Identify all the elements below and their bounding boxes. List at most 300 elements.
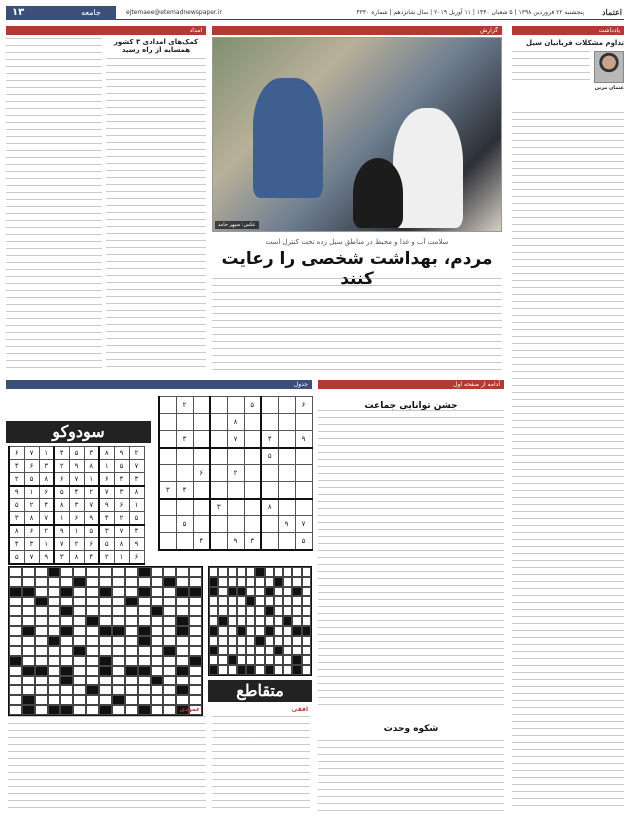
- sudoku-cell: ۴: [114, 473, 129, 486]
- sudoku-cell: ۵: [54, 486, 69, 499]
- crossword-cell: [228, 616, 237, 626]
- crossword-cell: [228, 587, 237, 597]
- issue-date: پنجشنبه ۲۲ فروردین ۱۳۹۸ | ۵ شعبان ۱۴۴۰ | ۱۱ آوریل ۲۰۱۹ | سال شانزدهم | شماره ۴۳۴۰: [356, 9, 584, 16]
- crossword-cell: [302, 606, 311, 616]
- sudoku-cell: ۱: [54, 512, 69, 525]
- crossword-cell: [9, 597, 22, 607]
- crossword-cell: [48, 577, 61, 587]
- crossword-cell: [255, 567, 264, 577]
- sudoku-cell: ۴: [69, 486, 84, 499]
- crossword-cell: [265, 646, 274, 656]
- sudoku-cell: ۲: [129, 447, 144, 460]
- sudoku-cell: [176, 533, 193, 550]
- sudoku-cell: [193, 397, 210, 414]
- crossword-cell: [151, 606, 164, 616]
- crossword-title: متقاطع: [208, 680, 312, 702]
- sudoku-cell: ۳: [9, 512, 24, 525]
- crossword-cell: [237, 596, 246, 606]
- crossword-cell: [138, 705, 151, 715]
- sudoku-cell: [278, 397, 295, 414]
- crossword-cell: [218, 587, 227, 597]
- sudoku-cell: ۲: [176, 397, 193, 414]
- puzzle-section: [6, 380, 312, 389]
- sudoku-cell: ۶: [129, 551, 144, 564]
- crossword-cell: [99, 616, 112, 626]
- sudoku-cell: [295, 499, 312, 516]
- crossword-cell: [22, 666, 35, 676]
- sudoku-cell: ۵: [261, 448, 278, 465]
- crossword-cell: [48, 656, 61, 666]
- report-section: [212, 26, 502, 289]
- crossword-cell: [99, 646, 112, 656]
- sudoku-cell: ۳: [99, 525, 114, 538]
- sudoku-cell: ۳: [39, 460, 54, 473]
- sudoku-cell: [159, 431, 176, 448]
- feature-label: آدامه از صفحه اول: [318, 380, 504, 389]
- sudoku-cell: ۶: [39, 486, 54, 499]
- sudoku-cell: ۸: [227, 414, 244, 431]
- crossword-cell: [35, 587, 48, 597]
- crossword-cell: [73, 597, 86, 607]
- crossword-cell: [228, 596, 237, 606]
- crossword-cell: [86, 636, 99, 646]
- crossword-cell: [292, 646, 301, 656]
- crossword-cell: [274, 577, 283, 587]
- sudoku-cell: [176, 448, 193, 465]
- crossword-cell: [189, 567, 202, 577]
- flood-photo: [212, 37, 502, 232]
- sudoku-cell: ۷: [69, 473, 84, 486]
- crossword-cell: [22, 597, 35, 607]
- crossword-cell: [209, 616, 218, 626]
- crossword-cell: [218, 655, 227, 665]
- sudoku-cell: ۹: [278, 516, 295, 533]
- across-label: افقی: [291, 706, 308, 713]
- sudoku-cell: ۳: [24, 538, 39, 551]
- crossword-cell: [218, 596, 227, 606]
- crossword-cell: [9, 685, 22, 695]
- sudoku-cell: ۴: [176, 482, 193, 499]
- crossword-cell: [255, 577, 264, 587]
- crossword-cell: [228, 626, 237, 636]
- sudoku-cell: ۶: [84, 538, 99, 551]
- crossword-cell: [99, 597, 112, 607]
- crossword-cell: [112, 567, 125, 577]
- opinion-title: تداوم مشکلات قربانیان سیل: [525, 39, 624, 47]
- crossword-cell: [60, 676, 73, 686]
- sudoku-cell: [193, 448, 210, 465]
- report-label: گزارش: [212, 26, 502, 35]
- crossword-cell: [22, 656, 35, 666]
- crossword-cell: [86, 626, 99, 636]
- crossword-cell: [176, 656, 189, 666]
- crossword-cell: [255, 665, 264, 675]
- crossword-cell: [218, 577, 227, 587]
- crossword-cell: [9, 567, 22, 577]
- crossword-cell: [246, 616, 255, 626]
- crossword-cell: [274, 606, 283, 616]
- crossword-cell: [265, 626, 274, 636]
- crossword-cell: [35, 656, 48, 666]
- crossword-cell: [283, 616, 292, 626]
- crossword-cell: [60, 616, 73, 626]
- crossword-cell: [176, 606, 189, 616]
- crossword-cell: [189, 597, 202, 607]
- crossword-cell: [151, 626, 164, 636]
- sudoku-cell: [278, 533, 295, 550]
- crossword-cell: [189, 616, 202, 626]
- sudoku-cell: ۵: [114, 460, 129, 473]
- crossword-cell: [246, 665, 255, 675]
- crossword-cell: [112, 676, 125, 686]
- sudoku-cell: [176, 465, 193, 482]
- sudoku-cell: [244, 465, 261, 482]
- crossword-cell: [112, 597, 125, 607]
- crossword-cell: [246, 577, 255, 587]
- crossword-cell: [9, 616, 22, 626]
- crossword-cell: [60, 656, 73, 666]
- crossword-cell: [283, 577, 292, 587]
- sudoku-cell: [210, 482, 227, 499]
- crossword-cell: [302, 596, 311, 606]
- crossword-cell: [274, 665, 283, 675]
- crossword-cell: [246, 626, 255, 636]
- sudoku-cell: ۹: [54, 525, 69, 538]
- sudoku-cell: ۶: [295, 397, 312, 414]
- crossword-cell: [125, 597, 138, 607]
- crossword-cell: [265, 606, 274, 616]
- crossword-cell: [163, 685, 176, 695]
- opinion-label: یادداشت: [512, 26, 624, 35]
- crossword-cell: [292, 596, 301, 606]
- crossword-cell: [86, 577, 99, 587]
- sudoku-cell: [159, 448, 176, 465]
- crossword-cell: [99, 705, 112, 715]
- sudoku-cell: [244, 499, 261, 516]
- crossword-cell: [265, 567, 274, 577]
- sudoku-cell: [261, 482, 278, 499]
- crossword-cell: [48, 646, 61, 656]
- sudoku-cell: ۲: [114, 512, 129, 525]
- crossword-cell: [138, 626, 151, 636]
- crossword-cell: [60, 567, 73, 577]
- crossword-cell: [151, 636, 164, 646]
- crossword-cell: [255, 626, 264, 636]
- crossword-cell: [86, 685, 99, 695]
- crossword-cell: [99, 685, 112, 695]
- crossword-cell: [163, 606, 176, 616]
- crossword-cell: [189, 626, 202, 636]
- sudoku-cell: ۲: [99, 551, 114, 564]
- crossword-cell: [292, 626, 301, 636]
- crossword-cell: [283, 655, 292, 665]
- crossword-cell: [86, 646, 99, 656]
- aid-title: کمک‌های امدادی ۳ کشور همسایه از راه رسید: [113, 38, 199, 54]
- crossword-cell: [255, 596, 264, 606]
- sudoku-cell: [278, 414, 295, 431]
- crossword-cell: [189, 685, 202, 695]
- opinion-intro: [512, 51, 590, 83]
- crossword-cell: [151, 656, 164, 666]
- sudoku-cell: [278, 431, 295, 448]
- sudoku-cell: ۳: [176, 431, 193, 448]
- sudoku-cell: [227, 482, 244, 499]
- sudoku-cell: ۶: [9, 447, 24, 460]
- sudoku-cell: ۹: [129, 538, 144, 551]
- crossword-cell: [125, 587, 138, 597]
- sudoku-cell: ۶: [54, 473, 69, 486]
- crossword-cell: [48, 636, 61, 646]
- crossword-cell: [265, 587, 274, 597]
- crossword-cell: [302, 587, 311, 597]
- crossword-cell: [151, 567, 164, 577]
- crossword-cell: [22, 606, 35, 616]
- crossword-cell: [302, 577, 311, 587]
- crossword-cell: [189, 577, 202, 587]
- crossword-cell: [73, 616, 86, 626]
- crossword-cell: [176, 676, 189, 686]
- sudoku-cell: [193, 499, 210, 516]
- aid-section: [6, 26, 206, 35]
- crossword-cell: [125, 685, 138, 695]
- sudoku-cell: ۴: [261, 431, 278, 448]
- crossword-cell: [302, 636, 311, 646]
- sudoku-cell: [227, 397, 244, 414]
- crossword-cell: [283, 596, 292, 606]
- sudoku-cell: ۵: [129, 512, 144, 525]
- sudoku-cell: [193, 482, 210, 499]
- sudoku-cell: [244, 516, 261, 533]
- sudoku-cell: ۴: [9, 538, 24, 551]
- crossword-large: [8, 566, 203, 716]
- crossword-cell: [218, 567, 227, 577]
- crossword-cell: [302, 646, 311, 656]
- crossword-cell: [176, 567, 189, 577]
- crossword-cell: [189, 666, 202, 676]
- crossword-cell: [60, 666, 73, 676]
- crossword-cell: [274, 655, 283, 665]
- crossword-cell: [274, 626, 283, 636]
- crossword-cell: [228, 665, 237, 675]
- crossword-cell: [60, 597, 73, 607]
- crossword-cell: [228, 646, 237, 656]
- crossword-cell: [60, 577, 73, 587]
- crossword-cell: [73, 567, 86, 577]
- crossword-cell: [22, 646, 35, 656]
- crossword-cell: [138, 695, 151, 705]
- crossword-cell: [265, 616, 274, 626]
- crossword-cell: [86, 587, 99, 597]
- crossword-cell: [163, 577, 176, 587]
- crossword-cell: [163, 695, 176, 705]
- sudoku-cell: ۱: [114, 551, 129, 564]
- crossword-cell: [48, 666, 61, 676]
- sudoku-cell: ۹: [84, 512, 99, 525]
- sudoku-cell: ۹: [295, 431, 312, 448]
- crossword-cell: [112, 705, 125, 715]
- sudoku-cell: [278, 465, 295, 482]
- crossword-cell: [274, 636, 283, 646]
- photo-caption: عکس: سپهر حامد: [215, 221, 259, 229]
- crossword-cell: [9, 577, 22, 587]
- crossword-cell: [35, 676, 48, 686]
- crossword-cell: [35, 567, 48, 577]
- crossword-cell: [48, 676, 61, 686]
- crossword-cell: [151, 685, 164, 695]
- crossword-cell: [237, 665, 246, 675]
- crossword-small: [208, 566, 312, 676]
- crossword-cell: [86, 676, 99, 686]
- crossword-cell: [99, 577, 112, 587]
- crossword-cell: [292, 606, 301, 616]
- feature-body: [318, 410, 504, 710]
- sudoku-cell: ۳: [114, 486, 129, 499]
- feature-body-continued: [318, 740, 504, 812]
- sudoku-cell: ۹: [9, 486, 24, 499]
- crossword-cell: [237, 577, 246, 587]
- crossword-cell: [112, 626, 125, 636]
- crossword-cell: [228, 636, 237, 646]
- sudoku-cell: ۶: [69, 512, 84, 525]
- sudoku-cell: ۸: [261, 499, 278, 516]
- sudoku-cell: ۳: [129, 473, 144, 486]
- crossword-cell: [99, 636, 112, 646]
- crossword-cell: [9, 646, 22, 656]
- crossword-cell: [48, 606, 61, 616]
- crossword-cell: [35, 695, 48, 705]
- crossword-cell: [125, 577, 138, 587]
- crossword-cell: [138, 577, 151, 587]
- crossword-cell: [255, 606, 264, 616]
- crossword-cell: [255, 655, 264, 665]
- sudoku-cell: ۷: [39, 512, 54, 525]
- sudoku-cell: ۸: [24, 512, 39, 525]
- crossword-cell: [112, 685, 125, 695]
- sudoku-cell: [159, 397, 176, 414]
- crossword-cell: [112, 587, 125, 597]
- sudoku-cell: ۴: [39, 499, 54, 512]
- crossword-cell: [163, 676, 176, 686]
- sudoku-cell: ۳: [244, 533, 261, 550]
- crossword-cell: [209, 655, 218, 665]
- sudoku-cell: [261, 516, 278, 533]
- crossword-cell: [22, 587, 35, 597]
- crossword-cell: [112, 636, 125, 646]
- sudoku-cell: ۱: [129, 499, 144, 512]
- crossword-cell: [48, 567, 61, 577]
- crossword-cell: [125, 666, 138, 676]
- crossword-cell: [218, 626, 227, 636]
- sudoku-cell: ۴: [99, 512, 114, 525]
- crossword-cell: [22, 676, 35, 686]
- sudoku-cell: [278, 482, 295, 499]
- sudoku-cell: [244, 431, 261, 448]
- crossword-cell: [255, 616, 264, 626]
- crossword-cell: [163, 597, 176, 607]
- crossword-cell: [60, 626, 73, 636]
- crossword-cell: [73, 676, 86, 686]
- crossword-cell: [138, 636, 151, 646]
- sudoku-cell: [261, 397, 278, 414]
- crossword-cell: [246, 646, 255, 656]
- sudoku-solution-grid: [8, 446, 145, 565]
- sudoku-cell: ۶: [99, 473, 114, 486]
- crossword-cell: [22, 616, 35, 626]
- sudoku-cell: ۵: [295, 533, 312, 550]
- crossword-cell: [228, 655, 237, 665]
- crossword-cell: [246, 596, 255, 606]
- sudoku-cell: ۸: [54, 499, 69, 512]
- crossword-cell: [99, 695, 112, 705]
- sudoku-cell: [210, 533, 227, 550]
- sudoku-cell: [159, 414, 176, 431]
- crossword-cell: [302, 655, 311, 665]
- crossword-cell: [73, 656, 86, 666]
- crossword-cell: [99, 567, 112, 577]
- sudoku-cell: [176, 414, 193, 431]
- crossword-cell: [9, 587, 22, 597]
- crossword-cell: [9, 656, 22, 666]
- crossword-cell: [255, 646, 264, 656]
- crossword-cell: [176, 587, 189, 597]
- opinion-body: [512, 112, 624, 812]
- aid-body: [106, 58, 206, 373]
- sudoku-cell: [176, 499, 193, 516]
- crossword-cell: [163, 567, 176, 577]
- crossword-cell: [283, 665, 292, 675]
- crossword-cell: [125, 636, 138, 646]
- crossword-cell: [237, 587, 246, 597]
- sudoku-cell: [210, 431, 227, 448]
- sudoku-cell: ۶: [24, 525, 39, 538]
- crossword-cell: [274, 646, 283, 656]
- crossword-cell: [60, 695, 73, 705]
- author-name: عثمان مزین: [594, 85, 624, 91]
- sudoku-cell: ۲: [24, 499, 39, 512]
- crossword-cell: [189, 695, 202, 705]
- sudoku-cell: ۵: [244, 397, 261, 414]
- crossword-cell: [176, 646, 189, 656]
- crossword-cell: [274, 587, 283, 597]
- crossword-cell: [73, 705, 86, 715]
- crossword-cell: [176, 695, 189, 705]
- sudoku-cell: [193, 414, 210, 431]
- sudoku-cell: ۳: [54, 551, 69, 564]
- down-clues: [8, 716, 206, 812]
- crossword-cell: [125, 606, 138, 616]
- crossword-cell: [73, 646, 86, 656]
- crossword-cell: [9, 666, 22, 676]
- crossword-cell: [112, 695, 125, 705]
- sudoku-cell: ۵: [84, 525, 99, 538]
- crossword-cell: [189, 656, 202, 666]
- sudoku-cell: [244, 482, 261, 499]
- sudoku-cell: ۳: [159, 482, 176, 499]
- sudoku-cell: ۵: [69, 447, 84, 460]
- photo-figure-boy: [253, 78, 323, 198]
- crossword-cell: [22, 626, 35, 636]
- sudoku-cell: ۲: [227, 465, 244, 482]
- sudoku-cell: ۲: [69, 538, 84, 551]
- crossword-cell: [86, 705, 99, 715]
- crossword-cell: [22, 705, 35, 715]
- crossword-cell: [237, 636, 246, 646]
- crossword-cell: [138, 646, 151, 656]
- crossword-cell: [99, 666, 112, 676]
- crossword-cell: [292, 655, 301, 665]
- crossword-cell: [228, 577, 237, 587]
- crossword-cell: [60, 705, 73, 715]
